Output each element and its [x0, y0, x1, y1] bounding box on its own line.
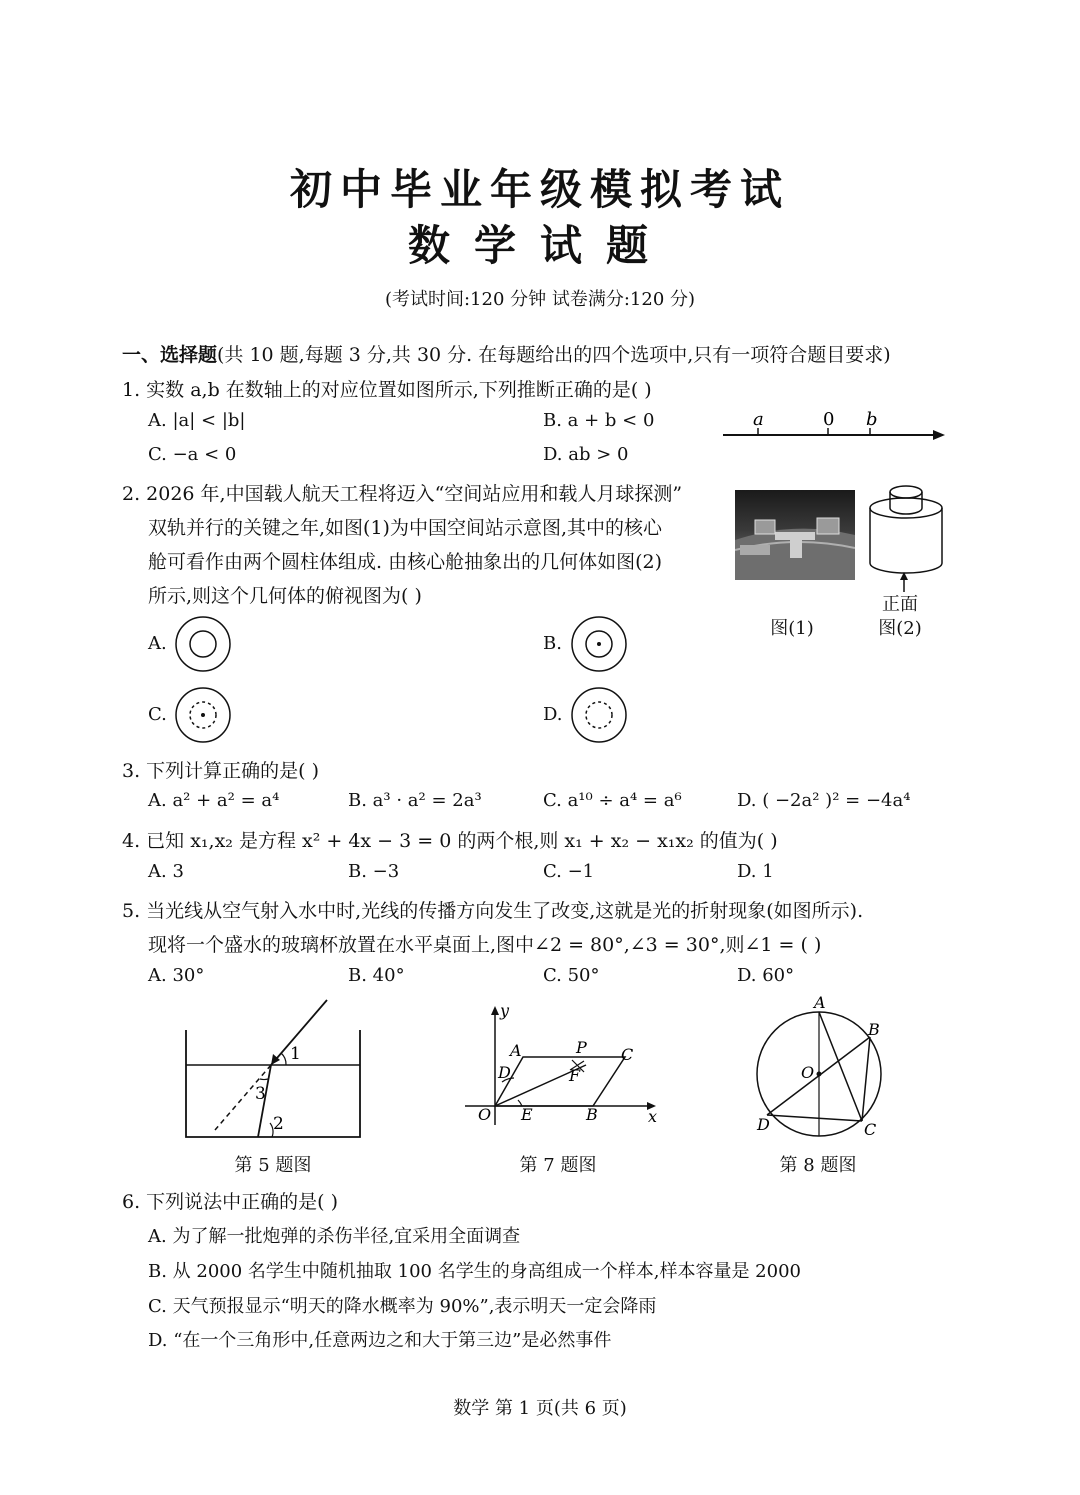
- fig8-caption: 第 8 题图: [779, 1155, 857, 1176]
- q1-option-a: A. |a| < |b|: [148, 410, 246, 431]
- q4-option-c: C. −1: [543, 861, 595, 882]
- point-label-b: B: [868, 1020, 880, 1039]
- q4-stem: 4. 已知 x₁,x₂ 是方程 x² + 4x − 3 = 0 的两个根,则 x₁ + x₂ − x₁x₂ 的值为( ): [122, 830, 778, 852]
- top-view-a: [173, 614, 233, 674]
- point-label-a: A: [814, 995, 826, 1012]
- q5-line-2: 现将一个盛水的玻璃杯放置在水平桌面上,图中∠2 = 80°,∠3 = 30°,则∠1 = ( ): [148, 934, 822, 956]
- arrow-right-icon: [933, 430, 945, 440]
- point-label-o: O: [801, 1063, 815, 1082]
- q5-option-d: D. 60°: [737, 965, 795, 986]
- circle-figure: [745, 995, 895, 1140]
- q2-option-b-label: B.: [543, 633, 562, 654]
- angle-label-2: 2: [273, 1114, 284, 1134]
- q3-option-a: A. a² + a² = a⁴: [148, 790, 280, 811]
- q5-option-b: B. 40°: [348, 965, 405, 986]
- cylinder-figure: [862, 470, 952, 610]
- q5-option-c: C. 50°: [543, 965, 600, 986]
- fig7-caption: 第 7 题图: [519, 1155, 597, 1176]
- q2-line-4: 所示,则这个几何体的俯视图为( ): [148, 585, 422, 607]
- parallelogram-figure: [460, 1000, 670, 1140]
- q3-option-c: C. a¹⁰ ÷ a⁴ = a⁶: [543, 790, 682, 811]
- point-label-c: C: [621, 1045, 634, 1064]
- q6-option-b: B. 从 2000 名学生中随机抽取 100 名学生的身高组成一个样本,样本容量是 2000: [148, 1261, 801, 1282]
- q6-stem: 6. 下列说法中正确的是( ): [122, 1191, 339, 1213]
- subject-title: 数学试题: [407, 221, 672, 270]
- q1-stem: 1. 实数 a,b 在数轴上的对应位置如图所示,下列推断正确的是( ): [122, 379, 652, 401]
- section-heading: [122, 340, 891, 367]
- q2-line-2: 双轨并行的关键之年,如图(1)为中国空间站示意图,其中的核心: [148, 517, 662, 539]
- section-instruction: (共 10 题,每题 3 分,共 30 分. 在每题给出的四个选项中,只有一项符合题目要求): [217, 344, 891, 366]
- q3-option-d: D. ( −2a² )² = −4a⁴: [737, 790, 911, 811]
- angle-label-3: 3: [255, 1084, 266, 1104]
- fig1-caption: 图(1): [770, 618, 814, 639]
- top-view-c: [173, 685, 233, 745]
- q6-option-d: D. “在一个三角形中,任意两边之和大于第三边”是必然事件: [148, 1330, 612, 1351]
- number-line-figure: [715, 405, 950, 450]
- point-label-b: B: [586, 1105, 598, 1124]
- q4-option-d: D. 1: [737, 861, 774, 882]
- q6-option-a: A. 为了解一批炮弹的杀伤半径,宜采用全面调查: [148, 1226, 521, 1247]
- q1-option-c: C. −a < 0: [148, 444, 237, 465]
- top-view-b: [569, 614, 629, 674]
- point-label-a: A: [510, 1041, 522, 1060]
- q1-option-d: D. ab > 0: [543, 444, 629, 465]
- q2-line-3: 舱可看作由两个圆柱体组成. 由核心舱抽象出的几何体如图(2): [148, 551, 662, 573]
- axis-label-b: b: [866, 409, 878, 430]
- point-label-e: E: [521, 1105, 533, 1124]
- q3-option-b: B. a³ · a² = 2a³: [348, 790, 482, 811]
- point-label-c: C: [864, 1120, 877, 1139]
- point-label-d: D: [757, 1115, 770, 1134]
- q5-option-a: A. 30°: [148, 965, 205, 986]
- q4-option-b: B. −3: [348, 861, 400, 882]
- q6-option-c: C. 天气预报显示“明天的降水概率为 90%”,表示明天一定会降雨: [148, 1296, 657, 1317]
- point-label-f: F: [569, 1066, 581, 1085]
- q3-stem: 3. 下列计算正确的是( ): [122, 760, 320, 782]
- q2-option-a-label: A.: [148, 633, 167, 654]
- point-label-o: O: [478, 1105, 492, 1124]
- page-footer: 数学 第 1 页(共 6 页): [453, 1398, 627, 1419]
- fig5-caption: 第 5 题图: [234, 1155, 312, 1176]
- y-axis-arrow-icon: [491, 1006, 499, 1015]
- axis-label-a: a: [753, 409, 764, 430]
- front-view-label: 正面: [882, 594, 918, 615]
- q4-option-a: A. 3: [148, 861, 184, 882]
- fig2-caption: 图(2): [878, 618, 922, 639]
- exam-title: 初中毕业年级模拟考试: [289, 165, 790, 214]
- point-label-p: P: [576, 1038, 587, 1057]
- point-label-d: D: [498, 1063, 511, 1082]
- exam-info: (考试时间:120 分钟 试卷满分:120 分): [384, 289, 696, 310]
- top-view-d: [569, 685, 629, 745]
- q2-option-d-label: D.: [543, 704, 563, 725]
- refraction-figure: [180, 995, 365, 1140]
- space-station-photo: [735, 490, 855, 580]
- q5-line-1: 5. 当光线从空气射入水中时,光线的传播方向发生了改变,这就是光的折射现象(如图所示).: [122, 900, 864, 922]
- axis-label-zero: 0: [823, 409, 835, 430]
- axis-label-y: y: [500, 1001, 510, 1020]
- angle-label-1: 1: [290, 1044, 301, 1064]
- section-title: 一、选择题: [122, 344, 218, 366]
- q2-option-c-label: C.: [148, 704, 167, 725]
- q1-option-b: B. a + b < 0: [543, 410, 655, 431]
- axis-label-x: x: [648, 1107, 658, 1126]
- q2-line-1: 2. 2026 年,中国载人航天工程将迈入“空间站应用和载人月球探测”: [122, 483, 683, 505]
